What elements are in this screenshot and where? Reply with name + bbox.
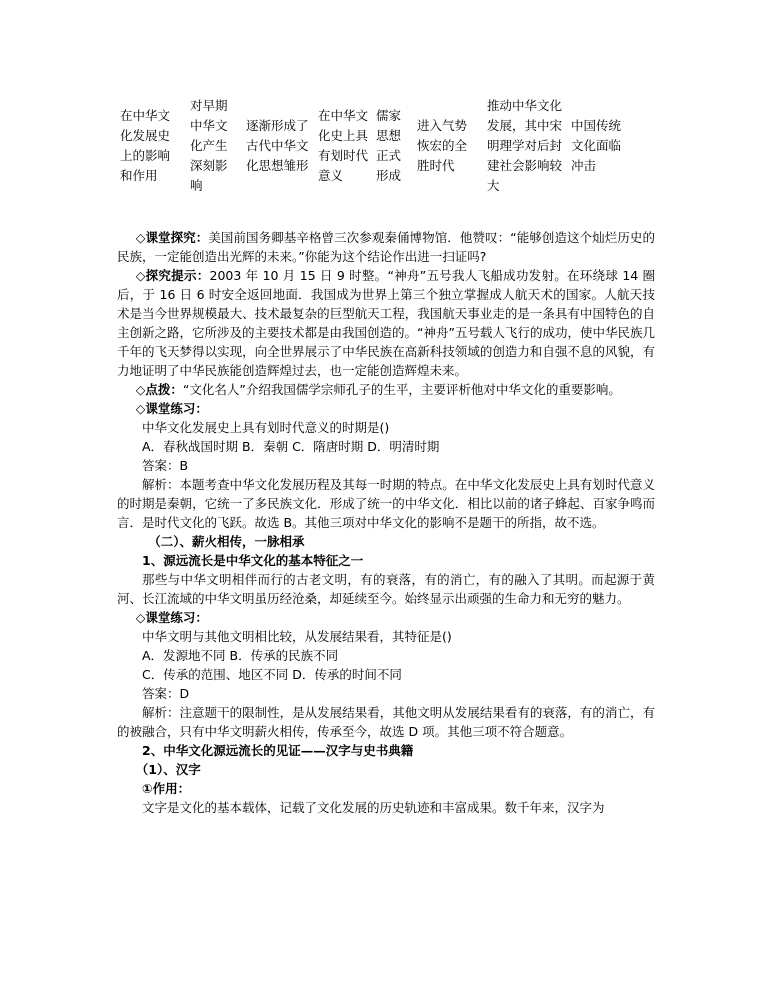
question-options: A．发源地不同 B．传承的民族不同: [142, 648, 339, 663]
paragraph: [117, 380, 655, 399]
label: ◇课堂探究：: [135, 230, 209, 245]
section-heading: [117, 532, 655, 551]
table-cell: 在中华文化史上具有划时代意义: [318, 108, 369, 183]
subsection-heading: [117, 551, 655, 570]
answer-text: 答案：D: [142, 686, 190, 701]
table-cell: 在中华文化发展史上的影响和作用: [120, 108, 171, 183]
heading-text: （1）、汉字: [135, 762, 201, 777]
paragraph: 文字是文化的基本载体，记载了文化发展的历史轨迹和丰富成果。数千年来，汉字为: [142, 800, 605, 815]
text: “文化名人”介绍我国儒学宗师孔子的生平，主要评析他对中华文化的重要影响。: [182, 382, 621, 397]
paragraph: [117, 399, 655, 418]
subsection-heading: [117, 760, 655, 779]
table-cell: 逐渐形成了古代中华文化思想雏形: [246, 118, 309, 173]
paragraph: [117, 608, 655, 627]
paragraph: 那些与中华文明相伴而行的古老文明，有的衰落，有的消亡，有的融入了其明。而起源于黄河、长江流域的中华文明虽历经沧桑，却延续至今。始终显示出顽强的生命力和无穷的魅力。: [117, 572, 655, 606]
document-body: [117, 228, 655, 817]
analysis-text: 解析：本题考查中华文化发展历程及其每一时期的特点。在中华文化发辰史上具有划时代意义的时期是秦朝，它统一了多民族文化．形成了统一的中华文化．相比以前的诸子蜂起、百家争鸣而言．是时代文化的飞跃。故选 B。其他三项对中华文化的影响不是题干的所指，故不选。: [117, 477, 655, 530]
label: ◇课堂练习：: [135, 610, 208, 625]
analysis-text: 解析：注意题干的限制性，是从发展结果看，其他文明从发展结果看有的衰落，有的消亡，有的被融合，只有中华文明薪火相传，传承至今，故选 D 项。其他三项不符合题意。: [117, 705, 655, 739]
heading-text: 1、源远流长是中华文化的基本特征之一: [142, 553, 364, 568]
question-options: A．春秋战国时期 B．秦朝 C．隋唐时期 D．明清时期: [142, 439, 440, 454]
label: ◇点拨：: [135, 382, 183, 397]
text: 2003 年 10 月 15 日 9 时整。“神舟”五号我人飞船成功发射。在环绕球 14 圈后，于 16 日 6 时安全返回地面．我国成为世界上第三个独立掌握成人航天术的国家。人航天技术是当今世界规模最大、技术最复杂的巨型航天工程，我国航天事业走的是一条具有中国特色的自主创新之路，它所涉及的主要技术都是由我国创造的。“神舟”五号载人飞行的成功，使中华民族几千年的飞天梦得以实现，向全世界展示了中华民族在高新科技领域的创造力和自强不息的风貌，有力地证明了中华民族能创造辉煌过去，也一定能创造辉煌未来。: [117, 268, 655, 378]
table-cell: 对早期中华文化产生深刻影响: [190, 98, 228, 193]
culture-history-table: [116, 96, 625, 196]
answer-text: 答案：B: [142, 458, 189, 473]
heading-text: ①作用：: [142, 781, 191, 796]
table-cell: 中国传统文化面临冲击: [571, 118, 622, 173]
question-text: 中华文化发展史上具有划时代意义的时期是(): [142, 420, 390, 435]
table-cell: 进入气势恢宏的全胜时代: [417, 118, 468, 173]
label: ◇探究提示：: [135, 268, 210, 283]
label: ◇课堂练习：: [135, 401, 208, 416]
paragraph: [117, 266, 655, 380]
question-options: C．传承的范围、地区不同 D．传承的时间不同: [142, 667, 402, 682]
subsection-heading: [117, 779, 655, 798]
question-text: 中华文明与其他文明相比较，从发展结果看，其特征是(): [142, 629, 452, 644]
text: 美国前国务卿基辛格曾三次参观秦俑博物馆．他赞叹：“能够创造这个灿烂历史的民族，一定能创造出光辉的未来。”你能为这个结论作出进一扫证吗?: [117, 230, 655, 264]
heading-text: 2、中华文化源远流长的见证——汉字与史书典籍: [142, 743, 414, 758]
table-cell: 儒家思想正式形成: [376, 108, 402, 183]
heading-text: （二）、薪火相传，一脉相承: [148, 534, 305, 549]
table-cell: 推动中华文化发展，其中宋明理学对后封建社会影响较大: [487, 98, 563, 193]
paragraph: [117, 228, 655, 266]
table-row: [116, 96, 625, 196]
subsection-heading: [117, 741, 655, 760]
